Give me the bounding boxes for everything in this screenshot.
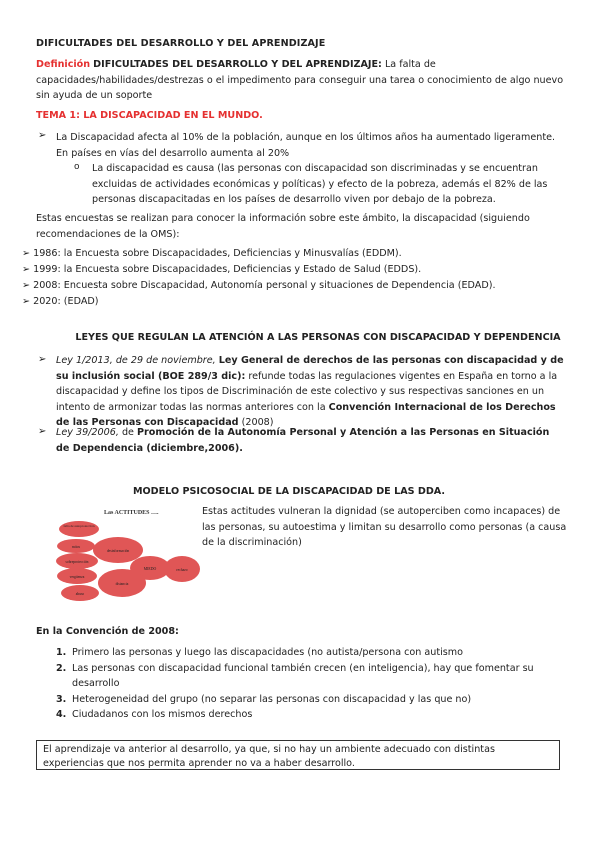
arrow-bullet-icon: ➢ xyxy=(22,248,34,259)
circle-bullet-icon: o xyxy=(74,162,80,172)
bullet-discapacidad: La Discapacidad afecta al 10% de la población, aunque en los últimos años ha aumentado ligeramente. En países en vías del desarrollo aumenta al 20% xyxy=(56,132,556,159)
tema-1-heading: TEMA 1: LA DISCAPACIDAD EN EL MUNDO. xyxy=(36,110,263,121)
definition-term: DIFICULTADES DEL DESARROLLO Y DEL APRENDIZAJE: xyxy=(93,59,382,70)
model-text: Estas actitudes vulneran la dignidad (se autoperciben como incapaces) de las personas, su autoestima y limitan su desarrollo como personas (a causa de la discriminación) xyxy=(202,506,567,548)
svg-text:distancia: distancia xyxy=(115,582,129,586)
document-title: DIFICULTADES DEL DESARROLLO Y DEL APRENDIZAJE xyxy=(36,38,326,49)
laws-heading: LEYES QUE REGULAN LA ATENCIÓN A LAS PERSONAS CON DISCAPACIDAD Y DEPENDENCIA xyxy=(75,332,561,343)
arrow-bullet-icon: ➢ xyxy=(22,264,34,275)
definition-paragraph xyxy=(36,57,566,104)
arrow-bullet-icon: ➢ xyxy=(38,130,47,141)
diagram-title: Las ACTITUDES …. xyxy=(104,510,159,516)
svg-text:MIEDO: MIEDO xyxy=(143,567,157,571)
list-item: 2. Las personas con discapacidad funcional también crecen (en inteligencia), hay que fomentar su desarrollo xyxy=(56,662,534,689)
list-item: ➢ 1999: la Encuesta sobre Discapacidades, Deficiencias y Estado de Salud (EDDS). xyxy=(22,264,422,275)
list-item: 4. Ciudadanos con los mismos derechos xyxy=(56,709,253,720)
encuestas-intro: Estas encuestas se realizan para conocer la información sobre este ámbito, la discapacidad (siguiendo recomendaciones de la OMS): xyxy=(36,213,530,240)
attitudes-diagram xyxy=(52,505,202,605)
arrow-bullet-icon: ➢ xyxy=(22,296,34,307)
svg-text:mitos: mitos xyxy=(72,545,80,549)
list-item: ➢ 2020: (EDAD) xyxy=(22,296,99,307)
conclusion-box: El aprendizaje va anterior al desarrollo, ya que, si no hay un ambiente adecuado con distintas experiencias que nos permita aprender no va a haber desarrollo. xyxy=(36,740,560,770)
svg-text:sobreprotección: sobreprotección xyxy=(65,560,89,564)
list-item: 3. Heterogeneidad del grupo (no separar las personas con discapacidad y las que no) xyxy=(56,693,472,705)
arrow-bullet-icon: ➢ xyxy=(38,354,47,365)
node-label: falta de autoprotección xyxy=(63,524,95,528)
definition-label: Definición xyxy=(36,59,91,70)
arrow-bullet-icon: ➢ xyxy=(38,426,47,437)
survey-list xyxy=(22,248,582,312)
svg-text:rechazo: rechazo xyxy=(176,568,188,572)
svg-text:abuso: abuso xyxy=(75,592,85,596)
law-1-item: Ley 1/2013, de 29 de noviembre, Ley General de derechos de las personas con discapacidad y de su inclusión social (BOE 289/3 dic): refunde todas las regulaciones vigentes en España en torno a la discapacidad y define los tipos de Discriminación de este colectivo y sus respectivas sanciones en un intento de armonizar todas las normas anteriores con la Convención Internacional de los Derechos de las Personas con Discapacidad (2008) xyxy=(56,355,564,428)
list-item: ➢ 2008: Encuesta sobre Discapacidad, Autonomía personal y situaciones de Dependencia (EDAD). xyxy=(22,280,496,291)
subbullet-pobreza: La discapacidad es causa (las personas con discapacidad son discriminadas y se encuentran excluidas de actividades económicas y políticas) y efecto de la pobreza, además el 82% de las personas discapacitadas en los países de desarrollo viven por debajo de la pobreza. xyxy=(92,163,548,205)
svg-text:desinformación: desinformación xyxy=(106,549,130,553)
law-2-item: Ley 39/2006, de Promoción de la Autonomía Personal y Atención a las Personas en Situación de Dependencia (diciembre,2006). xyxy=(56,427,550,454)
arrow-bullet-icon: ➢ xyxy=(22,280,34,291)
list-item: 1. Primero las personas y luego las discapacidades (no autista/persona con autismo xyxy=(56,647,464,658)
model-heading: MODELO PSICOSOCIAL DE LA DISCAPACIDAD DE LAS DDA. xyxy=(132,486,446,497)
convention-list xyxy=(56,645,576,723)
list-item: ➢ 1986: la Encuesta sobre Discapacidades, Deficiencias y Minusvalías (EDDM). xyxy=(22,248,402,259)
definition-text: La falta de capacidades/habilidades/destrezas o el impedimento para conseguir una tarea o conocimiento de algo nuevo sin ayuda de un soporte xyxy=(36,59,564,101)
attitudes-diagram-svg xyxy=(52,505,202,605)
convention-heading: En la Convención de 2008: xyxy=(36,626,179,637)
svg-text:vergüenza: vergüenza xyxy=(69,575,85,579)
